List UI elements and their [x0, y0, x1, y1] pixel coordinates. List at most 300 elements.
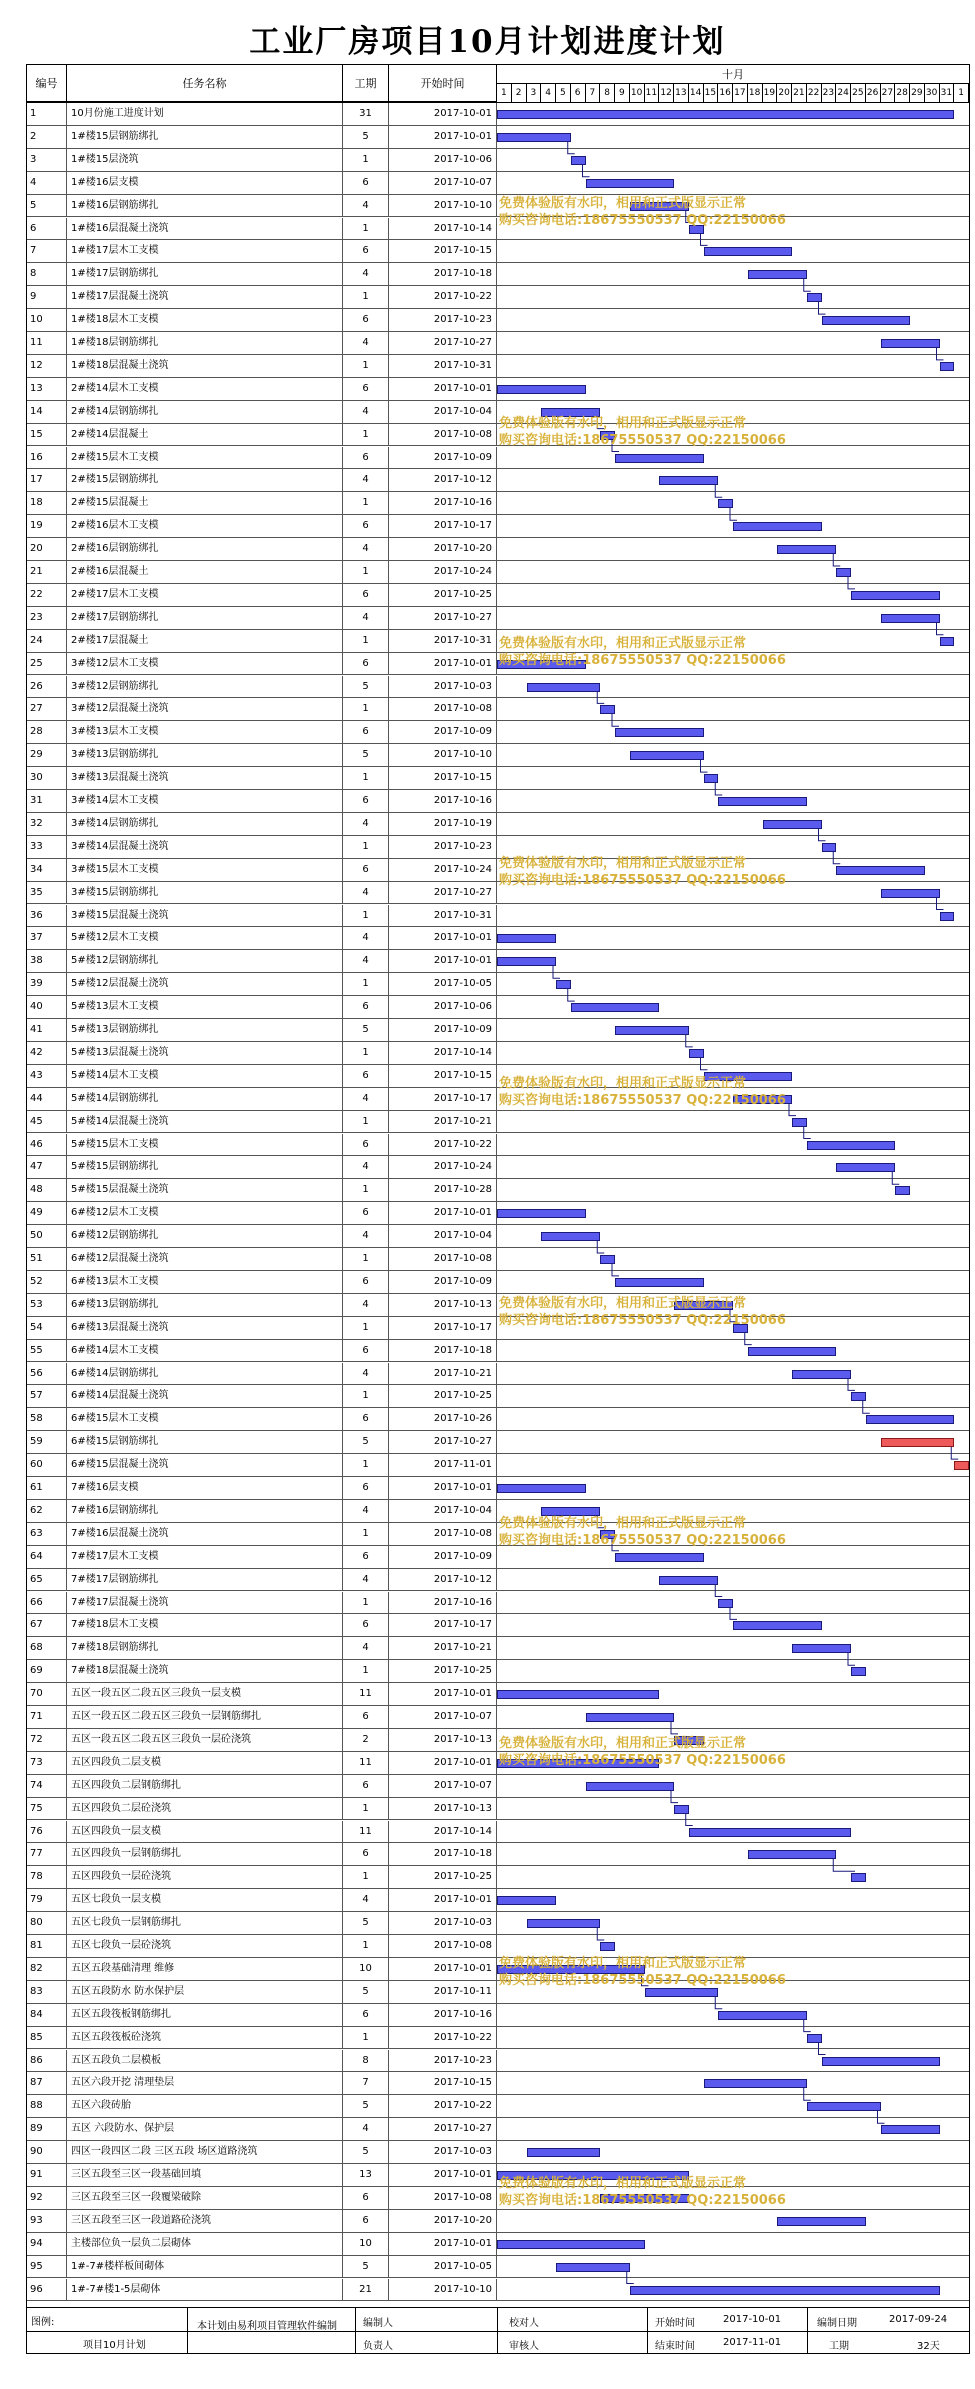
- task-name: 6#楼13层钢筋绑扎: [67, 1294, 343, 1316]
- task-bar[interactable]: [733, 1621, 822, 1630]
- task-id: 26: [27, 676, 67, 698]
- footer: [27, 2307, 969, 2354]
- task-name: 7#楼16层钢筋绑扎: [67, 1500, 343, 1522]
- task-bar[interactable]: [497, 133, 571, 142]
- task-id: 72: [27, 1729, 67, 1751]
- task-bar[interactable]: [615, 1553, 704, 1562]
- task-row[interactable]: [27, 1065, 969, 1088]
- task-row[interactable]: [27, 332, 969, 355]
- day-cell: 31: [940, 84, 955, 102]
- task-row[interactable]: [27, 1385, 969, 1408]
- task-start: 2017-10-17: [389, 1614, 497, 1636]
- task-start: 2017-10-14: [389, 1042, 497, 1064]
- task-row[interactable]: [27, 515, 969, 538]
- task-name: 五区七段负一层砼浇筑: [67, 1935, 343, 1957]
- task-start: 2017-10-11: [389, 1981, 497, 2003]
- task-start: 2017-10-15: [389, 1065, 497, 1087]
- task-start: 2017-10-06: [389, 149, 497, 171]
- task-row[interactable]: [27, 2004, 969, 2027]
- task-name: 1#楼17层木工支模: [67, 240, 343, 262]
- task-row[interactable]: [27, 1408, 969, 1431]
- task-duration: 4: [343, 1637, 389, 1659]
- task-start: 2017-10-17: [389, 1088, 497, 1110]
- task-name: 五区六段砖胎: [67, 2095, 343, 2117]
- task-row[interactable]: [27, 1935, 969, 1958]
- day-cell: 2: [512, 84, 527, 102]
- task-row[interactable]: [27, 469, 969, 492]
- date-label: 编制日期: [817, 2318, 857, 2329]
- task-start: 2017-10-12: [389, 1569, 497, 1591]
- day-cell: 4: [541, 84, 556, 102]
- task-id: 13: [27, 378, 67, 400]
- task-name: 3#楼15层木工支模: [67, 859, 343, 881]
- task-name: 三区五段至三区一段道路砼浇筑: [67, 2210, 343, 2232]
- task-bar[interactable]: [822, 843, 837, 852]
- task-duration: 6: [343, 2210, 389, 2232]
- task-bar[interactable]: [748, 1850, 837, 1859]
- task-row[interactable]: [27, 1660, 969, 1683]
- task-start: 2017-10-20: [389, 538, 497, 560]
- task-row[interactable]: [27, 1614, 969, 1637]
- task-bar[interactable]: [836, 866, 925, 875]
- task-row[interactable]: [27, 2187, 969, 2210]
- task-row[interactable]: [27, 263, 969, 286]
- task-start: 2017-10-08: [389, 1935, 497, 1957]
- task-bar[interactable]: [792, 1118, 807, 1127]
- task-start: 2017-10-16: [389, 790, 497, 812]
- task-row[interactable]: [27, 195, 969, 218]
- task-bar[interactable]: [881, 339, 940, 348]
- task-bar[interactable]: [836, 568, 851, 577]
- task-row[interactable]: [27, 401, 969, 424]
- task-bar[interactable]: [586, 1782, 675, 1791]
- task-row[interactable]: [27, 1592, 969, 1615]
- task-name: 3#楼13层木工支模: [67, 721, 343, 743]
- task-duration: 6: [343, 1408, 389, 1430]
- day-cell: 22: [807, 84, 822, 102]
- task-bar[interactable]: [718, 797, 807, 806]
- task-bar[interactable]: [792, 1644, 851, 1653]
- task-bar[interactable]: [851, 1667, 866, 1676]
- task-bar[interactable]: [600, 1255, 615, 1264]
- task-id: 16: [27, 447, 67, 469]
- task-row[interactable]: [27, 286, 969, 309]
- task-bar[interactable]: [497, 1484, 586, 1493]
- task-duration: 4: [343, 1088, 389, 1110]
- task-row[interactable]: [27, 1042, 969, 1065]
- task-id: 57: [27, 1385, 67, 1407]
- task-row[interactable]: [27, 905, 969, 928]
- task-start: 2017-10-22: [389, 2027, 497, 2049]
- day-cell: 18: [748, 84, 763, 102]
- day-cell: 29: [910, 84, 925, 102]
- task-name: 五区一段五区二段五区三段负一层砼浇筑: [67, 1729, 343, 1751]
- task-row[interactable]: [27, 172, 969, 195]
- task-bar[interactable]: [748, 1347, 837, 1356]
- task-start: 2017-10-27: [389, 332, 497, 354]
- task-start: 2017-10-16: [389, 2004, 497, 2026]
- task-bar[interactable]: [822, 2057, 940, 2066]
- task-bar[interactable]: [704, 2079, 807, 2088]
- task-duration: 6: [343, 172, 389, 194]
- task-bar[interactable]: [881, 2125, 940, 2134]
- task-bar[interactable]: [615, 728, 704, 737]
- task-start: 2017-10-01: [389, 378, 497, 400]
- task-start: 2017-10-07: [389, 1706, 497, 1728]
- task-duration: 11: [343, 1821, 389, 1843]
- task-row[interactable]: [27, 218, 969, 241]
- task-duration: 1: [343, 1866, 389, 1888]
- reviewed-by-label: 校对人: [509, 2318, 539, 2329]
- task-row[interactable]: [27, 1798, 969, 1821]
- task-row[interactable]: [27, 1225, 969, 1248]
- task-row[interactable]: [27, 447, 969, 470]
- task-id: 86: [27, 2050, 67, 2072]
- task-bar[interactable]: [630, 2286, 940, 2295]
- task-bar[interactable]: [792, 1370, 851, 1379]
- task-name: 5#楼12层钢筋绑扎: [67, 950, 343, 972]
- task-bar[interactable]: [718, 499, 733, 508]
- watermark: 免费体验版有水印，相用和正式版显示正常 购买咨询电话:18675550537 QQ:22150066: [499, 1736, 786, 1768]
- task-row[interactable]: [27, 1912, 969, 1935]
- task-duration: 6: [343, 1843, 389, 1865]
- end-value: 2017-11-01: [723, 2337, 782, 2348]
- task-row[interactable]: [27, 1431, 969, 1454]
- task-bar[interactable]: [645, 1988, 719, 1997]
- task-bar[interactable]: [763, 820, 822, 829]
- task-bar[interactable]: [615, 1278, 704, 1287]
- task-row[interactable]: [27, 2141, 969, 2164]
- task-start: 2017-10-01: [389, 950, 497, 972]
- task-start: 2017-10-24: [389, 1156, 497, 1178]
- prepared-by-label: 编制人: [363, 2318, 393, 2329]
- task-row[interactable]: [27, 1523, 969, 1546]
- task-bar[interactable]: [497, 1896, 556, 1905]
- task-row[interactable]: [27, 607, 969, 630]
- task-id: 4: [27, 172, 67, 194]
- task-id: 21: [27, 561, 67, 583]
- task-duration: 5: [343, 676, 389, 698]
- task-bar[interactable]: [718, 1599, 733, 1608]
- task-row[interactable]: [27, 1019, 969, 1042]
- task-bar[interactable]: [600, 1942, 615, 1951]
- task-bar[interactable]: [674, 1805, 689, 1814]
- task-row[interactable]: [27, 744, 969, 767]
- task-row[interactable]: [27, 882, 969, 905]
- task-row[interactable]: [27, 859, 969, 882]
- task-bar[interactable]: [600, 705, 615, 714]
- task-id: 20: [27, 538, 67, 560]
- task-name: 6#楼14层钢筋绑扎: [67, 1363, 343, 1385]
- task-id: 43: [27, 1065, 67, 1087]
- task-name: 6#楼15层木工支模: [67, 1408, 343, 1430]
- task-row[interactable]: [27, 424, 969, 447]
- task-bar[interactable]: [586, 1713, 675, 1722]
- task-row[interactable]: [27, 1248, 969, 1271]
- task-name: 三区五段至三区一段覆梁破除: [67, 2187, 343, 2209]
- task-row[interactable]: [27, 1271, 969, 1294]
- task-id: 64: [27, 1546, 67, 1568]
- task-id: 70: [27, 1683, 67, 1705]
- task-row[interactable]: [27, 2118, 969, 2141]
- task-row[interactable]: [27, 1156, 969, 1179]
- task-bar[interactable]: [777, 545, 836, 554]
- task-duration: 1: [343, 355, 389, 377]
- task-duration: 4: [343, 1294, 389, 1316]
- task-row[interactable]: [27, 1706, 969, 1729]
- task-start: 2017-10-19: [389, 813, 497, 835]
- task-row[interactable]: [27, 973, 969, 996]
- task-bar[interactable]: [822, 316, 911, 325]
- task-name: 三区五段至三区一段基础回填: [67, 2164, 343, 2186]
- task-bar[interactable]: [497, 934, 556, 943]
- task-id: 50: [27, 1225, 67, 1247]
- task-bar[interactable]: [807, 1141, 896, 1150]
- task-duration: 5: [343, 2095, 389, 2117]
- task-bar[interactable]: [689, 1828, 851, 1837]
- task-bar[interactable]: [881, 1438, 955, 1447]
- task-name: 2#楼15层木工支模: [67, 447, 343, 469]
- task-row[interactable]: [27, 2072, 969, 2095]
- task-name: 7#楼16层支模: [67, 1477, 343, 1499]
- task-row[interactable]: [27, 149, 969, 172]
- task-start: 2017-10-01: [389, 1889, 497, 1911]
- task-bar[interactable]: [659, 1576, 718, 1585]
- task-id: 79: [27, 1889, 67, 1911]
- task-row[interactable]: [27, 996, 969, 1019]
- task-bar[interactable]: [659, 476, 718, 485]
- gantt-sheet: [26, 64, 970, 2354]
- task-duration: 4: [343, 1363, 389, 1385]
- task-row[interactable]: [27, 561, 969, 584]
- task-name: 10月份施工进度计划: [67, 103, 343, 125]
- watermark: 免费体验版有水印，相用和正式版显示正常 购买咨询电话:18675550537 QQ:22150066: [499, 1516, 786, 1548]
- task-id: 87: [27, 2072, 67, 2094]
- task-id: 35: [27, 882, 67, 904]
- watermark: 免费体验版有水印，相用和正式版显示正常 购买咨询电话:18675550537 QQ:22150066: [499, 1296, 786, 1328]
- task-duration: 6: [343, 1706, 389, 1728]
- day-cell: 28: [895, 84, 910, 102]
- task-duration: 4: [343, 950, 389, 972]
- task-id: 33: [27, 836, 67, 858]
- task-row[interactable]: [27, 1294, 969, 1317]
- task-row[interactable]: [27, 2027, 969, 2050]
- task-bar[interactable]: [497, 1209, 586, 1218]
- task-row[interactable]: [27, 492, 969, 515]
- task-row[interactable]: [27, 767, 969, 790]
- task-start: 2017-10-31: [389, 355, 497, 377]
- task-bar[interactable]: [527, 1919, 601, 1928]
- task-row[interactable]: [27, 1454, 969, 1477]
- task-bar[interactable]: [866, 1415, 955, 1424]
- task-start: 2017-10-25: [389, 1660, 497, 1682]
- task-id: 80: [27, 1912, 67, 1934]
- task-duration: 4: [343, 1156, 389, 1178]
- task-row[interactable]: [27, 1866, 969, 1889]
- task-id: 27: [27, 698, 67, 720]
- task-row[interactable]: [27, 1179, 969, 1202]
- task-name: 5#楼12层木工支模: [67, 927, 343, 949]
- task-duration: 6: [343, 1202, 389, 1224]
- task-start: 2017-10-01: [389, 653, 497, 675]
- task-bar[interactable]: [497, 957, 556, 966]
- task-bar[interactable]: [836, 1163, 895, 1172]
- task-bar[interactable]: [881, 614, 940, 623]
- task-name: 2#楼14层钢筋绑扎: [67, 401, 343, 423]
- task-bar[interactable]: [497, 385, 586, 394]
- task-id: 67: [27, 1614, 67, 1636]
- task-bar[interactable]: [748, 270, 807, 279]
- task-start: 2017-10-15: [389, 240, 497, 262]
- task-bar[interactable]: [954, 1461, 969, 1470]
- task-bar[interactable]: [851, 1873, 866, 1882]
- task-bar[interactable]: [807, 293, 822, 302]
- task-row[interactable]: [27, 1111, 969, 1134]
- task-row[interactable]: [27, 1775, 969, 1798]
- task-id: 34: [27, 859, 67, 881]
- task-row[interactable]: [27, 676, 969, 699]
- task-id: 76: [27, 1821, 67, 1843]
- task-start: 2017-10-01: [389, 2233, 497, 2255]
- task-id: 84: [27, 2004, 67, 2026]
- task-bar[interactable]: [851, 1392, 866, 1401]
- task-bar[interactable]: [718, 2011, 807, 2020]
- task-row[interactable]: [27, 355, 969, 378]
- task-start: 2017-10-06: [389, 996, 497, 1018]
- task-start: 2017-10-09: [389, 721, 497, 743]
- task-row[interactable]: [27, 1546, 969, 1569]
- task-start: 2017-10-27: [389, 607, 497, 629]
- task-bar[interactable]: [556, 2263, 630, 2272]
- task-duration: 6: [343, 996, 389, 1018]
- task-bar[interactable]: [807, 2102, 881, 2111]
- task-start: 2017-10-25: [389, 1866, 497, 1888]
- task-bar[interactable]: [586, 179, 675, 188]
- task-start: 2017-10-17: [389, 515, 497, 537]
- day-cell: 19: [763, 84, 778, 102]
- task-bar[interactable]: [704, 774, 719, 783]
- task-name: 3#楼12层木工支模: [67, 653, 343, 675]
- day-cell: 21: [792, 84, 807, 102]
- task-bar[interactable]: [571, 156, 586, 165]
- task-id: 30: [27, 767, 67, 789]
- task-duration: 1: [343, 767, 389, 789]
- task-row[interactable]: [27, 2256, 969, 2279]
- task-id: 88: [27, 2095, 67, 2117]
- task-id: 39: [27, 973, 67, 995]
- task-start: 2017-10-03: [389, 1912, 497, 1934]
- task-bar[interactable]: [630, 751, 704, 760]
- task-duration: 6: [343, 2187, 389, 2209]
- task-bar[interactable]: [497, 1690, 659, 1699]
- task-row[interactable]: [27, 1729, 969, 1752]
- task-duration: 4: [343, 195, 389, 217]
- task-row[interactable]: [27, 698, 969, 721]
- task-name: 2#楼14层混凝土: [67, 424, 343, 446]
- task-start: 2017-10-04: [389, 401, 497, 423]
- task-row[interactable]: [27, 584, 969, 607]
- task-bar[interactable]: [851, 591, 940, 600]
- task-bar[interactable]: [733, 522, 822, 531]
- task-name: 6#楼12层木工支模: [67, 1202, 343, 1224]
- task-bar[interactable]: [704, 247, 793, 256]
- task-duration: 1: [343, 286, 389, 308]
- task-start: 2017-10-23: [389, 2050, 497, 2072]
- task-bar[interactable]: [527, 2148, 601, 2157]
- task-row[interactable]: [27, 240, 969, 263]
- task-id: 89: [27, 2118, 67, 2140]
- task-duration: 4: [343, 1569, 389, 1591]
- task-duration: 4: [343, 538, 389, 560]
- task-row[interactable]: [27, 1569, 969, 1592]
- task-row[interactable]: [27, 1317, 969, 1340]
- task-bar[interactable]: [497, 2240, 645, 2249]
- day-cell: 15: [704, 84, 719, 102]
- task-name: 3#楼15层混凝土浇筑: [67, 905, 343, 927]
- task-start: 2017-10-01: [389, 2164, 497, 2186]
- task-id: 12: [27, 355, 67, 377]
- task-row[interactable]: [27, 630, 969, 653]
- task-start: 2017-10-21: [389, 1363, 497, 1385]
- task-name: 1#楼15层浇筑: [67, 149, 343, 171]
- task-bar[interactable]: [527, 683, 601, 692]
- task-row[interactable]: [27, 790, 969, 813]
- task-id: 31: [27, 790, 67, 812]
- task-bar[interactable]: [807, 2034, 822, 2043]
- task-start: 2017-10-26: [389, 1408, 497, 1430]
- day-cell: 25: [851, 84, 866, 102]
- task-bar[interactable]: [541, 1232, 600, 1241]
- task-bar[interactable]: [556, 980, 571, 989]
- task-row[interactable]: [27, 813, 969, 836]
- task-bar[interactable]: [777, 2217, 866, 2226]
- task-bar[interactable]: [615, 1026, 689, 1035]
- task-name: 5#楼13层混凝土浇筑: [67, 1042, 343, 1064]
- task-name: 7#楼17层混凝土浇筑: [67, 1592, 343, 1614]
- task-row[interactable]: [27, 1088, 969, 1111]
- legend-label: 图例:: [31, 2317, 55, 2328]
- task-bar[interactable]: [940, 637, 955, 646]
- task-name: 7#楼17层木工支模: [67, 1546, 343, 1568]
- task-name: 7#楼18层钢筋绑扎: [67, 1637, 343, 1659]
- task-row[interactable]: [27, 1981, 969, 2004]
- task-duration: 11: [343, 1752, 389, 1774]
- task-name: 1#楼17层混凝土浇筑: [67, 286, 343, 308]
- task-name: 五区五段筏板钢筋绑扎: [67, 2004, 343, 2026]
- task-bar[interactable]: [571, 1003, 660, 1012]
- task-bar[interactable]: [940, 912, 955, 921]
- task-bar[interactable]: [689, 1049, 704, 1058]
- task-id: 92: [27, 2187, 67, 2209]
- task-bar[interactable]: [895, 1186, 910, 1195]
- task-name: 2#楼17层木工支模: [67, 584, 343, 606]
- day-cell: 12: [659, 84, 674, 102]
- task-bar[interactable]: [940, 362, 955, 371]
- task-row[interactable]: [27, 721, 969, 744]
- task-start: 2017-10-31: [389, 630, 497, 652]
- task-bar[interactable]: [881, 889, 940, 898]
- task-start: 2017-10-22: [389, 2095, 497, 2117]
- task-id: 1: [27, 103, 67, 125]
- task-bar[interactable]: [497, 110, 954, 119]
- task-duration: 6: [343, 378, 389, 400]
- task-duration: 6: [343, 1340, 389, 1362]
- task-id: 32: [27, 813, 67, 835]
- task-id: 37: [27, 927, 67, 949]
- task-row[interactable]: [27, 1500, 969, 1523]
- task-duration: 1: [343, 561, 389, 583]
- task-bar[interactable]: [615, 454, 704, 463]
